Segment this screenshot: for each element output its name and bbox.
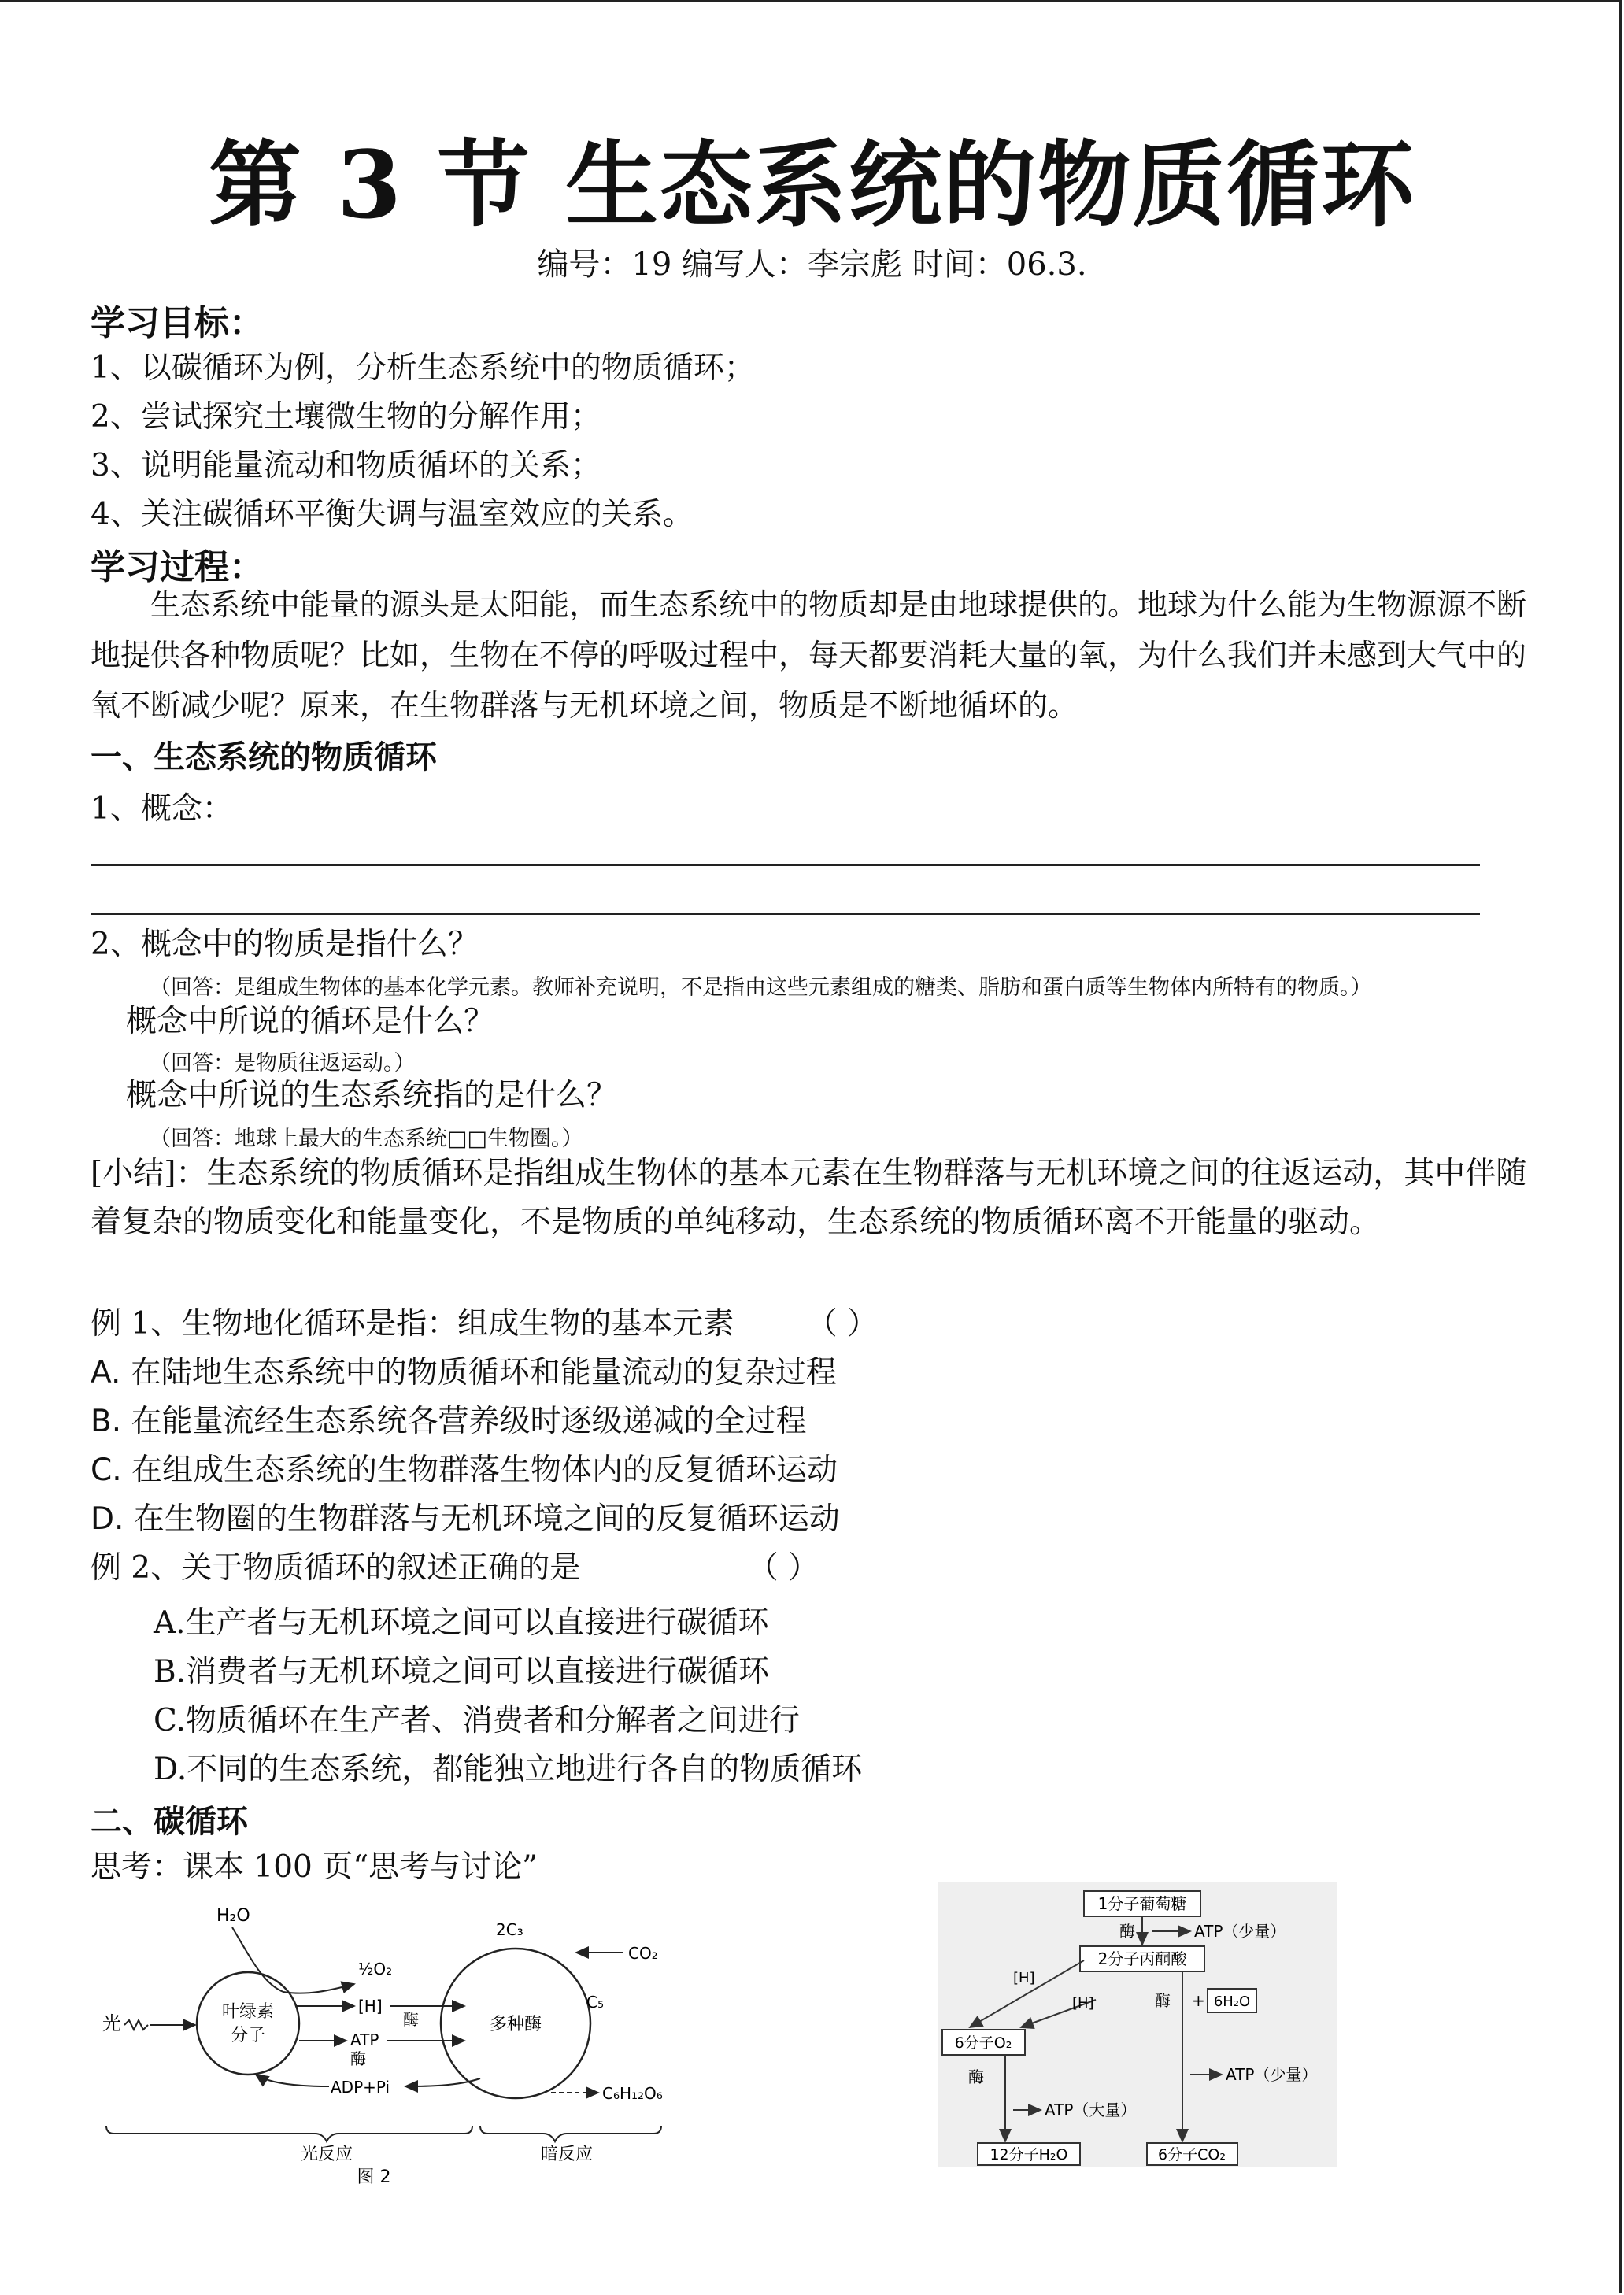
c5-label: C₅: [586, 1993, 604, 2012]
example2-option-b: B.消费者与无机环境之间可以直接进行碳循环: [154, 1654, 770, 1690]
light-reaction-brace: [106, 2126, 472, 2141]
answer-blank-line: [91, 864, 1480, 866]
objective-item: 3、说明能量流动和物质循环的关系；: [91, 448, 601, 483]
example2-option-a: A.生产者与无机环境之间可以直接进行碳循环: [154, 1605, 769, 1641]
section1-heading: 一、生态系统的物质循环: [91, 739, 437, 775]
h-label-2: [H]: [1072, 1995, 1094, 2012]
answer-blank-line: [91, 913, 1480, 915]
example2-answer-bracket: （ ）: [747, 1550, 819, 1586]
atp-large: ATP（大量）: [1045, 2101, 1137, 2119]
light-label: 光: [102, 2012, 121, 2034]
objective-item: 2、尝试探究土壤微生物的分解作用；: [91, 399, 601, 435]
enzyme-c-label: 酶: [968, 2067, 984, 2086]
adp-to-chlorophyll-arrow: [256, 2075, 329, 2086]
chlorophyll-label-1: 叶绿素: [221, 2002, 275, 2022]
water6-text: 6H₂O: [1213, 1993, 1251, 2010]
enzyme-b-label: 酶: [1155, 1991, 1171, 2010]
atp-label: ATP: [350, 2030, 379, 2049]
water-label: H₂O: [216, 1906, 250, 1926]
enzyme-label-1: 酶: [403, 2010, 419, 2029]
example1-option-c: C. 在组成生态系统的生物群落生物体内的反复循环运动: [91, 1453, 838, 1488]
page-title: 第 3 节 生态系统的物质循环: [208, 130, 1416, 239]
section2-heading: 二、碳循环: [91, 1804, 248, 1840]
think-prompt: 思考：课本 100 页“思考与讨论”: [91, 1849, 538, 1885]
enzyme-a-label: 酶: [1119, 1922, 1135, 1941]
example2-stem: [91, 1543, 819, 1587]
example1-option-d: D. 在生物圈的生物群落与无机环境之间的反复循环运动: [91, 1501, 840, 1537]
dark-reaction-brace: [480, 2126, 661, 2141]
light-wave-icon: [124, 2020, 148, 2030]
example2-question: 例 2、关于物质循环的叙述正确的是: [91, 1550, 581, 1586]
plus-label: +: [1192, 1991, 1205, 2010]
enzyme-label-2: 酶: [350, 2049, 366, 2068]
example1-answer-bracket: （ ）: [806, 1306, 879, 1342]
objectives-heading: 学习目标：: [91, 303, 264, 343]
figure-label: 图 2: [357, 2167, 391, 2187]
example1-stem: [91, 1299, 878, 1343]
concept-label: 1、概念：: [91, 791, 233, 827]
pyruvate-text: 2分子丙酮酸: [1097, 1949, 1187, 1968]
answer-material: （回答：是组成生物体的基本化学元素。教师补充说明，不是指由这些元素组成的糖类、脂肪和蛋白质等生物体内所特有的物质。）: [150, 975, 1372, 1000]
objective-item: 4、关注碳循环平衡失调与温室效应的关系。: [91, 497, 694, 532]
intro-paragraph: 生态系统中能量的源头是太阳能，而生态系统中的物质却是由地球提供的。地球为什么能为生物源源不断地提供各种物质呢？比如，生物在不停的呼吸过程中，每天都要消耗大量的氧，为什么我们并未感到大气中的氧不断减少呢？原来，在生物群落与无机环境之间，物质是不断地循环的。: [91, 587, 1527, 723]
chlorophyll-circle: [197, 1972, 299, 2075]
example2-option-c: C.物质循环在生产者、消费者和分解者之间进行: [154, 1703, 800, 1738]
co2-label: CO₂: [628, 1944, 658, 1963]
h-label-1: [H]: [1013, 1970, 1035, 1986]
multi-enzyme-label: 多种酶: [489, 2015, 542, 2034]
example1-option-b: B. 在能量流经生态系统各营养级时逐级递减的全过程: [91, 1404, 807, 1439]
water-arrow: [232, 1927, 283, 1992]
example2-option-d: D.不同的生态系统，都能独立地进行各自的物质循环: [154, 1752, 863, 1787]
example1-question: 例 1、生物地化循环是指：组成生物的基本元素: [91, 1306, 734, 1342]
objective-item: 1、以碳循环为例，分析生态系统中的物质循环；: [91, 350, 755, 386]
glucose-label: C₆H₁₂O₆: [602, 2084, 663, 2103]
oxygen6-text: 6分子O₂: [954, 2034, 1012, 2052]
atp-small-1: ATP（少量）: [1194, 1922, 1286, 1941]
adp-label: ADP+Pi: [331, 2078, 390, 2097]
chlorophyll-label-2: 分子: [230, 2026, 266, 2045]
c3-label: 2C₃: [496, 1920, 523, 1939]
answer-ecosystem: （回答：地球上最大的生态系统□□生物圈。）: [150, 1127, 583, 1151]
atp-small-2: ATP（少量）: [1226, 2065, 1318, 2084]
half-oxygen-label: ½O₂: [358, 1960, 393, 1979]
question-ecosystem: 概念中所说的生态系统指的是什么？: [126, 1078, 618, 1113]
dark-reaction-label: 暗反应: [540, 2145, 594, 2164]
process-heading: 学习过程：: [91, 547, 264, 587]
document-meta: 编号：19 编写人：李宗彪 时间：06.3.: [537, 246, 1087, 283]
water12-text: 12分子H₂O: [990, 2146, 1068, 2164]
light-reaction-label: 光反应: [300, 2145, 353, 2164]
co2-6-text: 6分子CO₂: [1158, 2146, 1226, 2164]
h-label: [H]: [358, 1997, 383, 2016]
question-material: 2、概念中的物质是指什么？: [91, 927, 479, 962]
oxygen-arrow: [283, 1984, 354, 1993]
example1-option-a: A. 在陆地生态系统中的物质循环和能量流动的复杂过程: [91, 1355, 837, 1390]
photosynthesis-diagram: [94, 1890, 693, 2189]
summary-paragraph: [小结]：生态系统的物质循环是指组成生物体的基本元素在生物群落与无机环境之间的往返运动，其中伴随着复杂的物质变化和能量变化，不是物质的单纯移动，生态系统的物质循环离不开能量的驱动。: [91, 1156, 1527, 1240]
respiration-diagram: [938, 1882, 1337, 2167]
answer-cycle: （回答：是物质往返运动。）: [150, 1051, 416, 1075]
question-cycle: 概念中所说的循环是什么？: [126, 1004, 495, 1039]
glucose-text: 1分子葡萄糖: [1097, 1894, 1187, 1913]
